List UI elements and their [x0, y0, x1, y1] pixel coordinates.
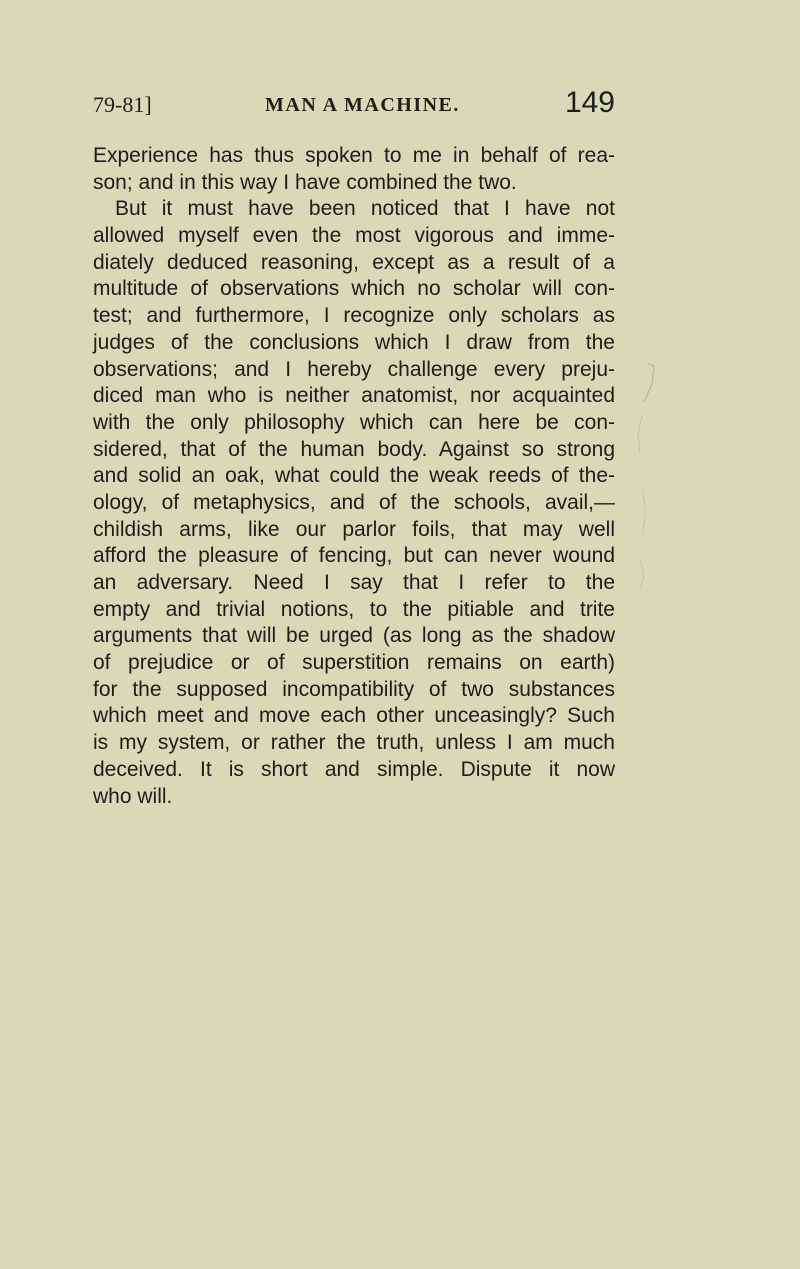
running-title: MAN A MACHINE. [265, 94, 460, 116]
text-line: afford the pleasure of fencing, but can never wound [93, 544, 615, 568]
bleed-through-mark [628, 362, 658, 592]
body-text [93, 143, 615, 810]
text-line: and solid an oak, what could the weak reeds of the- [93, 464, 615, 488]
text-line: judges of the conclusions which I draw from the [93, 330, 615, 354]
text-line: observations; and I hereby challenge every preju- [93, 357, 615, 381]
text-line: an adversary. Need I say that I refer to the [93, 571, 615, 594]
text-line: arguments that will be urged (as long as the shadow [93, 624, 615, 648]
text-line: deceived. It is short and simple. Dispute it now [93, 757, 615, 781]
text-line: allowed myself even the most vigorous and imme- [93, 224, 615, 248]
text-line: diately deduced reasoning, except as a result of a [93, 250, 615, 274]
text-line: diced man who is neither anatomist, nor acquainted [93, 384, 615, 408]
text-line: Experience has thus spoken to me in behalf of rea- [93, 144, 615, 167]
section-folio: 79-81] [93, 92, 152, 117]
text-line: for the supposed incompatibility of two substances [93, 677, 615, 701]
text-line: which meet and move each other unceasingly? Such [93, 704, 615, 728]
text-line: who will. [93, 784, 173, 808]
text-line: son; and in this way I have combined the two. [93, 170, 517, 194]
text-line: sidered, that of the human body. Against so strong [93, 437, 615, 461]
text-line: is my system, or rather the truth, unless I am much [93, 731, 615, 755]
text-line: But it must have been noticed that I have not [115, 197, 615, 221]
text-line: ology, of metaphysics, and of the schools, avail,— [93, 490, 615, 514]
page-number: 149 [564, 86, 615, 119]
text-line: test; and furthermore, I recognize only scholars as [93, 304, 615, 328]
text-line: with the only philosophy which can here be con- [93, 410, 615, 434]
text-line: multitude of observations which no scholar will con- [93, 277, 615, 301]
text-line: empty and trivial notions, to the pitiable and trite [93, 597, 615, 621]
text-line: of prejudice or of superstition remains on earth) [93, 651, 615, 675]
page-header [93, 86, 615, 126]
text-line: childish arms, like our parlor foils, that may well [93, 517, 615, 541]
